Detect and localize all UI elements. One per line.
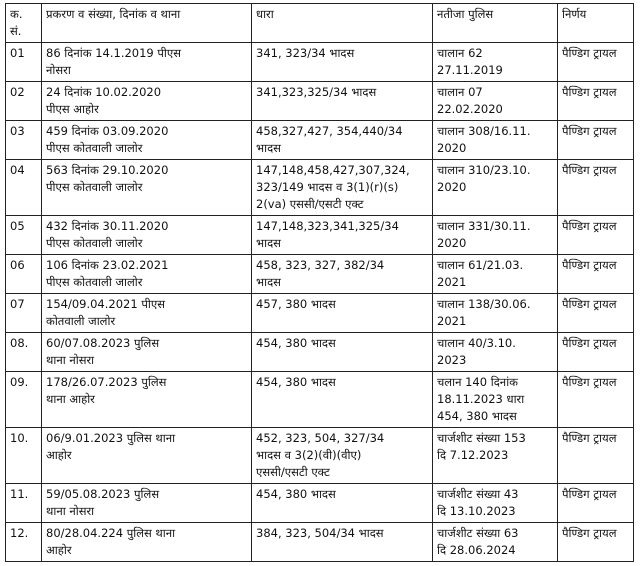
section-cell	[252, 43, 433, 82]
section-cell	[252, 216, 433, 255]
result-cell	[433, 294, 558, 333]
case-cell-line: 80/28.04.224 पुलिस थाना	[46, 526, 176, 540]
header-police-result: नतीजा पुलिस	[433, 4, 558, 43]
case-cell	[42, 43, 252, 82]
header-section: धारा	[252, 4, 433, 43]
section-cell-line: 454, 380 भादस	[256, 487, 336, 501]
result-cell-line: चालान 40/3.10.	[437, 336, 516, 350]
case-cell	[42, 160, 252, 216]
case-cell-line: 59/05.08.2023 पुलिस	[46, 487, 160, 501]
case-cell-line: 563 दिनांक 29.10.2020	[46, 163, 169, 177]
result-cell-line: 27.11.2019	[437, 63, 503, 77]
section-cell-line: 147,148,323,341,325/34	[256, 219, 399, 233]
case-cell-line: पीएस कोतवाली जालोर	[46, 275, 143, 289]
result-cell-line: 18.11.2023 धारा	[437, 392, 525, 406]
section-cell	[252, 82, 433, 121]
section-cell-line: 458,327,427, 354,440/34	[256, 124, 403, 138]
section-cell	[252, 428, 433, 484]
section-cell	[252, 294, 433, 333]
table-row	[6, 255, 634, 294]
result-cell-line: चार्जशीट संख्या 63	[437, 526, 519, 540]
result-cell-line: चार्जशीट संख्या 153	[437, 431, 526, 445]
result-cell-line: 454, 380 भादस	[437, 409, 517, 423]
header-decision: निर्णय	[558, 4, 634, 43]
result-cell	[433, 43, 558, 82]
table-row	[6, 121, 634, 160]
table-row	[6, 523, 634, 562]
case-cell-line: 154/09.04.2021 पीएस	[46, 297, 165, 311]
decision-cell: पैण्डिग ट्रायल	[558, 428, 634, 484]
section-cell-line: भादस	[256, 275, 281, 289]
section-cell	[252, 372, 433, 428]
result-cell-line: 2021	[437, 314, 467, 328]
result-cell-line: चालान 308/16.11.	[437, 124, 531, 138]
section-cell-line: 454, 380 भादस	[256, 336, 336, 350]
case-table	[5, 3, 634, 562]
table-row	[6, 333, 634, 372]
section-cell	[252, 484, 433, 523]
case-cell-line: 24 दिनांक 10.02.2020	[46, 85, 162, 99]
table-row	[6, 216, 634, 255]
decision-cell: पैण्डिग ट्रायल	[558, 523, 634, 562]
result-cell-line: 2020	[437, 236, 467, 250]
section-cell	[252, 255, 433, 294]
decision-cell: पैण्डिग ट्रायल	[558, 333, 634, 372]
decision-cell: पैण्डिग ट्रायल	[558, 160, 634, 216]
case-cell	[42, 372, 252, 428]
table-row	[6, 484, 634, 523]
result-cell	[433, 121, 558, 160]
case-cell	[42, 294, 252, 333]
result-cell-line: 2020	[437, 180, 467, 194]
section-cell-line: 458, 323, 327, 382/34	[256, 258, 385, 272]
table-row	[6, 294, 634, 333]
decision-cell: पैण्डिग ट्रायल	[558, 82, 634, 121]
section-cell-line: 147,148,458,427,307,324,	[256, 163, 410, 177]
case-cell-line: 178/26.07.2023 पुलिस	[46, 375, 167, 389]
section-cell	[252, 121, 433, 160]
table-row	[6, 428, 634, 484]
case-cell	[42, 333, 252, 372]
section-cell	[252, 333, 433, 372]
section-cell-line: 452, 323, 504, 327/34	[256, 431, 385, 445]
result-cell	[433, 523, 558, 562]
case-cell-line: 459 दिनांक 03.09.2020	[46, 124, 169, 138]
case-cell	[42, 82, 252, 121]
case-cell-line: 06/9.01.2023 पुलिस थाना	[46, 431, 176, 445]
table-row	[6, 372, 634, 428]
header-row	[6, 4, 634, 43]
case-cell-line: थाना आहोर	[46, 392, 95, 406]
table-row	[6, 43, 634, 82]
result-cell-line: 22.02.2020	[437, 102, 503, 116]
section-cell-line: भादस	[256, 236, 281, 250]
result-cell-line: दि 28.06.2024	[437, 543, 516, 557]
serial-cell: 06	[6, 255, 42, 294]
case-cell-line: 86 दिनांक 14.1.2019 पीएस	[46, 46, 182, 60]
decision-cell: पैण्डिग ट्रायल	[558, 372, 634, 428]
result-cell-line: 2021	[437, 275, 467, 289]
serial-cell: 09.	[6, 372, 42, 428]
case-cell-line: 432 दिनांक 30.11.2020	[46, 219, 169, 233]
serial-cell: 01	[6, 43, 42, 82]
serial-cell: 11.	[6, 484, 42, 523]
result-cell-line: चालान 61/21.03.	[437, 258, 524, 272]
result-cell-line: चालान 310/23.10.	[437, 163, 531, 177]
header-serial: क. सं.	[6, 4, 42, 43]
result-cell	[433, 372, 558, 428]
case-cell-line: पीएस कोतवाली जालोर	[46, 180, 143, 194]
case-cell-line: थाना नोसरा	[46, 353, 95, 367]
serial-cell: 10.	[6, 428, 42, 484]
section-cell-line: 2(va) एससी/एसटी एक्ट	[256, 197, 364, 211]
result-cell-line: दि 7.12.2023	[437, 448, 509, 462]
result-cell-line: 2023	[437, 353, 467, 367]
case-cell	[42, 216, 252, 255]
case-cell-line: आहोर	[46, 448, 72, 462]
serial-cell: 05	[6, 216, 42, 255]
decision-cell: पैण्डिग ट्रायल	[558, 294, 634, 333]
serial-cell: 12.	[6, 523, 42, 562]
result-cell-line: 2020	[437, 141, 467, 155]
header-case: प्रकरण व संख्या, दिनांक व थाना	[42, 4, 252, 43]
case-cell-line: कोतवाली जालोर	[46, 314, 116, 328]
section-cell	[252, 523, 433, 562]
section-cell-line: 457, 380 भादस	[256, 297, 336, 311]
result-cell	[433, 82, 558, 121]
decision-cell: पैण्डिग ट्रायल	[558, 255, 634, 294]
case-cell	[42, 121, 252, 160]
case-cell-line: नोसरा	[46, 63, 71, 77]
case-cell	[42, 428, 252, 484]
decision-cell: पैण्डिग ट्रायल	[558, 121, 634, 160]
section-cell-line: 323/149 भादस व 3(1)(r)(s)	[256, 180, 399, 194]
section-cell-line: 384, 323, 504/34 भादस	[256, 526, 384, 540]
decision-cell: पैण्डिग ट्रायल	[558, 43, 634, 82]
table-row	[6, 82, 634, 121]
serial-cell: 07	[6, 294, 42, 333]
serial-cell: 02	[6, 82, 42, 121]
case-cell	[42, 255, 252, 294]
serial-cell: 04	[6, 160, 42, 216]
result-cell-line: चार्जशीट संख्या 43	[437, 487, 519, 501]
case-cell-line: 60/07.08.2023 पुलिस	[46, 336, 160, 350]
result-cell-line: चालान 07	[437, 85, 483, 99]
result-cell-line: चालान 331/30.11.	[437, 219, 531, 233]
section-cell-line: 341, 323/34 भादस	[256, 46, 355, 60]
result-cell	[433, 255, 558, 294]
result-cell	[433, 428, 558, 484]
decision-cell: पैण्डिग ट्रायल	[558, 216, 634, 255]
result-cell-line: चालान 62	[437, 46, 483, 60]
case-cell-line: आहोर	[46, 543, 72, 557]
case-cell-line: 106 दिनांक 23.02.2021	[46, 258, 169, 272]
section-cell-line: भादस	[256, 141, 281, 155]
case-cell-line: पीएस कोतवाली जालोर	[46, 141, 143, 155]
section-cell-line: 454, 380 भादस	[256, 375, 336, 389]
case-cell-line: पीएस कोतवाली जालोर	[46, 236, 143, 250]
result-cell	[433, 333, 558, 372]
decision-cell: पैण्डिग ट्रायल	[558, 484, 634, 523]
case-cell	[42, 484, 252, 523]
serial-cell: 03	[6, 121, 42, 160]
result-cell	[433, 484, 558, 523]
result-cell-line: चलान 140 दिनांक	[437, 375, 518, 389]
result-cell-line: दि 13.10.2023	[437, 504, 516, 518]
section-cell	[252, 160, 433, 216]
section-cell-line: एससी/एसटी एक्ट	[256, 465, 330, 479]
result-cell-line: चालान 138/30.06.	[437, 297, 531, 311]
table-row	[6, 160, 634, 216]
serial-cell: 08.	[6, 333, 42, 372]
result-cell	[433, 216, 558, 255]
case-cell-line: थाना नोसरा	[46, 504, 95, 518]
section-cell-line: 341,323,325/34 भादस	[256, 85, 377, 99]
case-cell-line: पीएस आहोर	[46, 102, 99, 116]
section-cell-line: भादस व 3(2)(वी)(वीए)	[256, 448, 362, 462]
case-cell	[42, 523, 252, 562]
result-cell	[433, 160, 558, 216]
